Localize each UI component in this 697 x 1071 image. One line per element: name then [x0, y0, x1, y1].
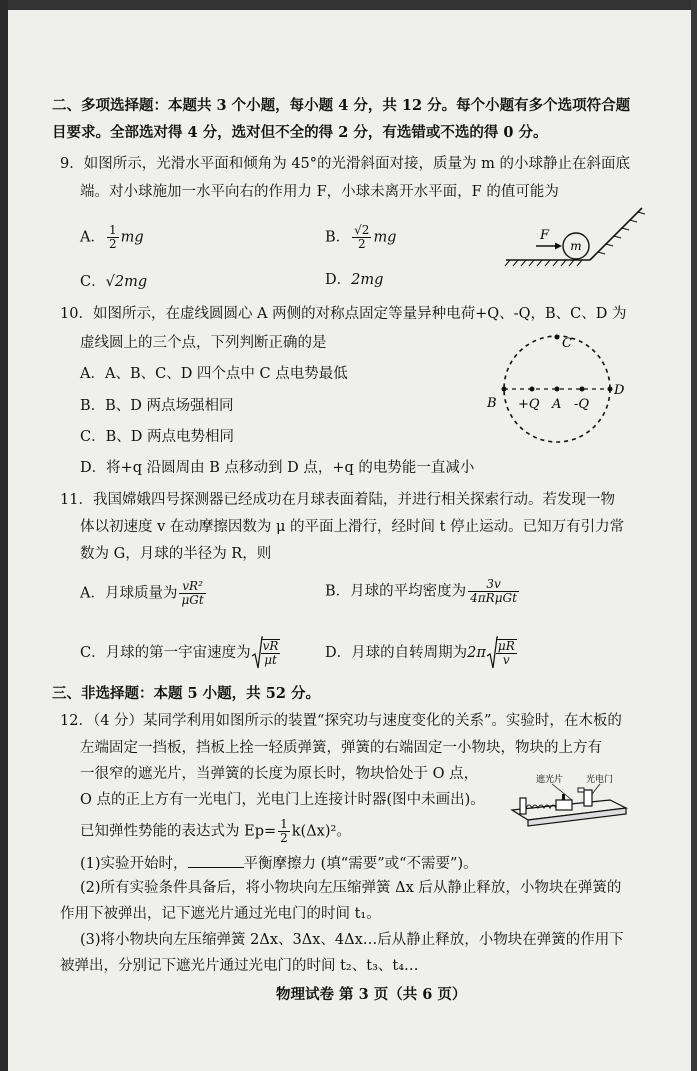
- q9-ball-label: m: [570, 239, 582, 253]
- q10-figure-circle: [482, 330, 632, 448]
- q12-line2: 左端固定一挡板，挡板上拴一轻质弹簧，弹簧的右端固定一小物块，物块的上方有: [80, 740, 602, 756]
- q10-label-plus-q: +Q: [518, 397, 540, 412]
- q9-stem-line1: 9．如图所示，光滑水平面和倾角为 45°的光滑斜面对接，质量为 m 的小球静止在斜面底: [60, 156, 630, 172]
- q11-option-b: B．月球的平均密度为 $\frac{3v}{\text{4πRμGt}}$: [325, 577, 517, 605]
- q12-line1: 12．（4 分）某同学利用如图所示的装置“探究功与速度变化的关系”。实验时，在木板的: [60, 713, 622, 729]
- q10-stem-line1: 10．如图所示，在虚线圆圆心 A 两侧的对称点固定等量异种电荷+Q、-Q，B、C、D 为: [60, 306, 627, 322]
- q11-stem-line3: 数为 G，月球的半径为 R，则: [80, 546, 272, 562]
- q10-label-minus-q: -Q: [574, 397, 590, 412]
- scan-edge-right: [691, 0, 697, 1071]
- q9-option-d: D．2mg: [325, 272, 384, 288]
- q12-line4: O 点的正上方有一光电门，光电门上连接计时器(图中未画出)。: [80, 792, 485, 808]
- section2-heading-line2: 目要求。全部选对得 4 分，选对但不全的得 2 分，有选错或不选的得 0 分。: [52, 124, 548, 141]
- q10-label-b: B: [487, 396, 497, 411]
- q9-figure-incline: [502, 198, 652, 270]
- q9-option-b-fraction: $\frac{√2}{2}$: [354, 223, 370, 251]
- q12-block: [556, 800, 572, 810]
- q12-sub3-line1: (3)将小物块向左压缩弹簧 2Δx、3Δx、4Δx…后从静止释放，小物块在弹簧的作用下: [80, 932, 624, 948]
- q12-figure-apparatus: [506, 770, 634, 830]
- scan-edge-left: [0, 0, 8, 1071]
- q12-sub2-line1: (2)所有实验条件具备后，将小物块向左压缩弹簧 Δx 后从静止释放，小物块在弹簧的: [80, 880, 622, 896]
- q12-sub3-line2: 被弹出，分别记下遮光片通过光电门的时间 t₂、t₃、t₄…: [60, 958, 419, 974]
- q10-label-a: A: [552, 397, 562, 412]
- q12-label-shade: 遮光片: [536, 775, 564, 785]
- q12-label-gate: 光电门: [586, 775, 614, 785]
- q11-stem-line2: 体以初速度 v 在动摩擦因数为 μ 的平面上滑行，经时间 t 停止运动。已知万有引力常: [80, 519, 625, 535]
- q9-stem-line2: 端。对小球施加一水平向右的作用力 F，小球未离开水平面，F 的值可能为: [80, 184, 559, 200]
- q12-baffle: [520, 798, 526, 814]
- section3-heading: 三、非选择题：本题 5 小题，共 52 分。: [52, 685, 320, 702]
- scan-edge-top: [0, 0, 697, 10]
- section2-heading-line1: 二、多项选择题：本题共 3 个小题，每小题 4 分，共 12 分。每个小题有多个选项符合题: [52, 97, 631, 114]
- q10-option-a: A．A、B、C、D 四个点中 C 点电势最低: [80, 366, 348, 382]
- q9-force-label: F: [540, 228, 550, 243]
- q10-option-c: C．B、D 两点电势相同: [80, 429, 234, 445]
- q11-option-c: C．月球的第一宇宙速度为 $\frac{vR}{\mu t}$: [80, 636, 282, 670]
- q9-option-a-fraction: $\frac{1}{2}$: [108, 223, 117, 251]
- q10-option-b: B．B、D 两点场强相同: [80, 398, 234, 414]
- q11-option-a: A．月球质量为 $\frac{\text{vR²}}{\text{μGt}}$: [80, 579, 204, 607]
- page-footer: 物理试卷 第 3 页（共 6 页）: [276, 986, 467, 1003]
- q12-line3: 一很窄的遮光片，当弹簧的长度为原长时，物块恰处于 O 点，: [80, 766, 479, 782]
- q12-sub1: (1)实验开始时， 平衡摩擦力 (填“需要”或“不需要”)。: [80, 853, 478, 874]
- q9-option-a: A． $\frac{1}{2}$ mg: [80, 223, 144, 251]
- q12-sub2-line2: 作用下被弹出，记下遮光片通过光电门的时间 t₁。: [60, 906, 381, 922]
- q12-photogate: [584, 790, 592, 806]
- q11-stem-line1: 11．我国嫦娥四号探测器已经成功在月球表面着陆，并进行相关探索行动。若发现一物: [60, 492, 615, 508]
- q9-option-c: C．√2mg: [80, 274, 148, 290]
- q10-label-c: C: [562, 336, 572, 351]
- q10-option-d: D．将+q 沿圆周由 B 点移动到 D 点，+q 的电势能一直减小: [80, 460, 475, 476]
- q10-stem-line2: 虚线圆上的三个点，下列判断正确的是: [80, 335, 327, 351]
- q12-answer-blank[interactable]: [188, 853, 244, 868]
- q9-option-b: B． $\frac{√2}{2}$ mg: [325, 223, 397, 251]
- q12-line5: 已知弹性势能的表达式为 Ep= $\frac{1}{2}$ k(Δx)²。: [80, 817, 351, 845]
- q11-option-d: D．月球的自转周期为2π $\frac{\mu R}{v}$: [325, 636, 519, 670]
- q10-label-d: D: [614, 383, 625, 398]
